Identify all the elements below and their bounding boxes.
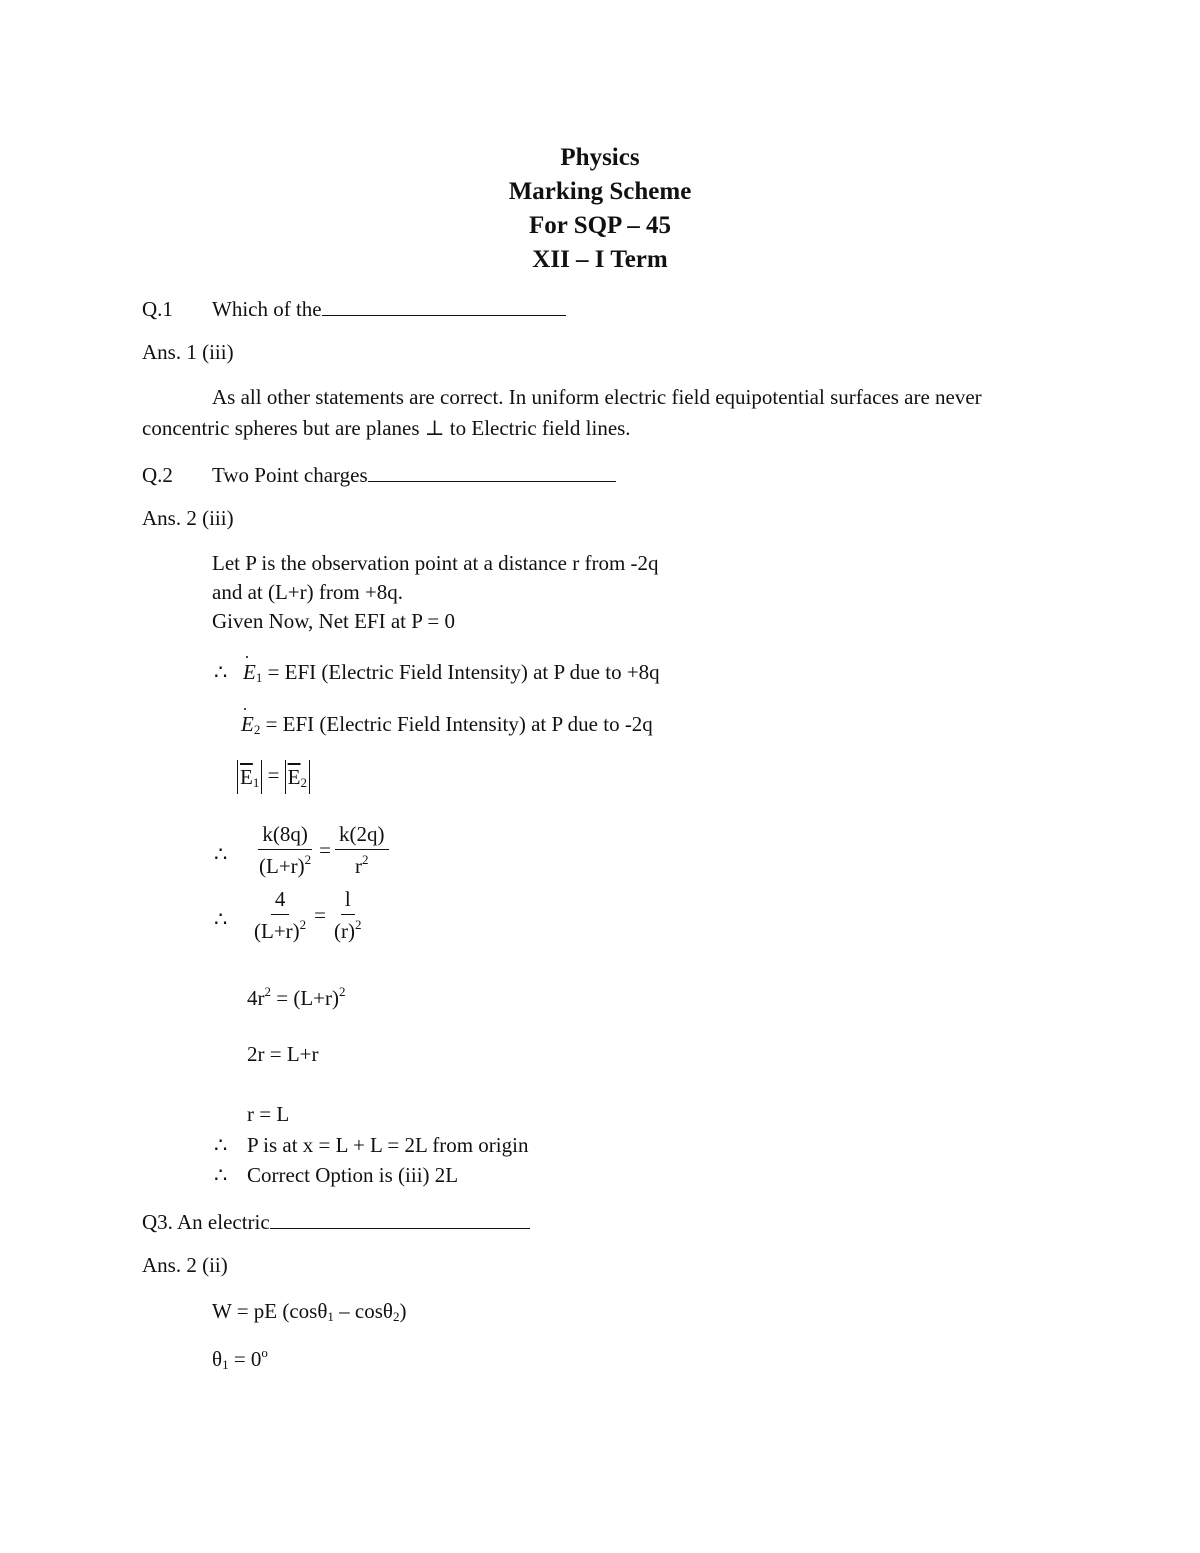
fraction-1-left xyxy=(255,822,315,879)
fraction-2-right xyxy=(330,887,365,944)
answer-1-label: Ans. 1 (iii) xyxy=(142,340,234,364)
fraction-1-equals: = xyxy=(319,838,331,862)
step-correct-option: Correct Option is (iii) 2L xyxy=(247,1163,459,1187)
answer-1-line-1: As all other statements are correct. In uniform electric field equipotential surfaces are never xyxy=(212,385,982,409)
step-squared-right-exponent: 2 xyxy=(339,984,346,999)
e2-definition-text: = EFI (Electric Field Intensity) at P due to -2q xyxy=(260,712,653,736)
fraction-2-left xyxy=(250,887,310,944)
question-3 xyxy=(142,1208,530,1235)
step-position: P is at x = L + L = 2L from origin xyxy=(247,1133,529,1157)
question-1 xyxy=(142,295,566,322)
e1-definition-text: = EFI (Electric Field Intensity) at P due to +8q xyxy=(262,660,660,684)
work-equation xyxy=(212,1299,406,1325)
fraction-2-right-exponent: 2 xyxy=(354,917,362,932)
therefore-symbol-2: ∴ xyxy=(214,842,228,866)
abs-e2-subscript: 2 xyxy=(300,775,307,790)
fraction-1-left-numerator: k(8q) xyxy=(258,822,312,850)
theta-value: = 0 xyxy=(228,1347,262,1371)
abs-e1-subscript: 1 xyxy=(252,775,260,790)
question-2-number: Q.2 xyxy=(142,463,173,487)
fraction-2-equals: = xyxy=(314,903,326,927)
e2-definition xyxy=(241,712,653,738)
work-equation-sub-2: 2 xyxy=(392,1309,400,1324)
question-3-text: Q3. An electric xyxy=(142,1210,270,1234)
fraction-2-left-numerator: 4 xyxy=(271,887,290,915)
e1-vector-symbol: E xyxy=(243,660,256,684)
therefore-symbol-5: ∴ xyxy=(214,1163,228,1187)
fraction-1-left-exponent: 2 xyxy=(304,852,312,867)
step-squared xyxy=(247,984,346,1011)
fraction-1-right-numerator: k(2q) xyxy=(335,822,389,850)
doc-title-scheme: Marking Scheme xyxy=(508,178,692,205)
degree-symbol: o xyxy=(261,1345,268,1360)
answer-2-line-2: and at (L+r) from +8q. xyxy=(212,580,404,604)
magnitude-equation xyxy=(237,760,310,794)
step-squared-left: 4r xyxy=(247,986,265,1010)
fraction-2-right-numerator: l xyxy=(341,887,355,915)
fraction-2-right-denominator-base: (r) xyxy=(334,919,355,943)
e1-subscript: 1 xyxy=(255,670,263,685)
fraction-1-right-denominator-base: r xyxy=(355,854,362,878)
question-1-blank xyxy=(322,295,566,316)
answer-1-line-2: concentric spheres but are planes ⊥ to Electric field lines. xyxy=(142,416,631,440)
theta-equation xyxy=(212,1345,268,1373)
doc-title-subject: Physics xyxy=(560,144,640,171)
abs-equals: = xyxy=(262,762,285,787)
question-2-blank xyxy=(368,461,616,482)
fraction-2-left-exponent: 2 xyxy=(299,917,307,932)
answer-2-line-1: Let P is the observation point at a distance r from -2q xyxy=(212,551,659,575)
step-squared-left-exponent: 2 xyxy=(264,984,271,999)
step-root: 2r = L+r xyxy=(247,1042,319,1066)
abs-e2 xyxy=(285,760,310,794)
abs-e2-symbol: $\overline{E}$ xyxy=(287,765,301,789)
fraction-1-right xyxy=(335,822,389,879)
therefore-symbol-3: ∴ xyxy=(214,907,228,931)
fraction-2-left-denominator-base: (L+r) xyxy=(254,919,300,943)
fraction-1-left-denominator-base: (L+r) xyxy=(259,854,305,878)
question-3-blank xyxy=(270,1208,530,1229)
work-equation-part-3: ) xyxy=(399,1299,407,1323)
theta-subscript: 1 xyxy=(222,1357,229,1372)
step-result: r = L xyxy=(247,1102,290,1126)
theta-symbol: θ xyxy=(212,1347,223,1371)
fraction-equation-1 xyxy=(255,822,389,879)
e2-vector-symbol: E xyxy=(241,712,254,736)
fraction-1-right-denominator xyxy=(351,850,373,879)
work-equation-part-2: – cosθ xyxy=(333,1299,393,1323)
fraction-1-left-denominator xyxy=(255,850,315,879)
e1-definition xyxy=(243,660,660,686)
therefore-symbol-4: ∴ xyxy=(214,1133,228,1157)
fraction-equation-2 xyxy=(250,887,365,944)
question-2-text: Two Point charges xyxy=(212,463,368,487)
answer-2-label: Ans. 2 (iii) xyxy=(142,506,234,530)
answer-3-label: Ans. 2 (ii) xyxy=(142,1253,228,1277)
fraction-1-right-exponent: 2 xyxy=(362,852,369,867)
therefore-symbol: ∴ xyxy=(214,660,228,684)
doc-title-term: XII – I Term xyxy=(532,246,668,273)
work-equation-part-1: W = pE (cosθ xyxy=(212,1299,328,1323)
fraction-2-left-denominator xyxy=(250,915,310,944)
abs-e1 xyxy=(237,760,262,794)
e2-subscript: 2 xyxy=(253,722,261,737)
question-1-number: Q.1 xyxy=(142,297,173,321)
work-equation-sub-1: 1 xyxy=(327,1309,334,1324)
question-1-text: Which of the xyxy=(212,297,322,321)
doc-title-sqp: For SQP – 45 xyxy=(529,212,671,239)
fraction-2-right-denominator xyxy=(330,915,365,944)
answer-2-line-3: Given Now, Net EFI at P = 0 xyxy=(212,609,456,633)
step-squared-right: = (L+r) xyxy=(271,986,339,1010)
question-2 xyxy=(142,461,616,488)
abs-e1-symbol: $\overline{E}$ xyxy=(240,765,253,789)
